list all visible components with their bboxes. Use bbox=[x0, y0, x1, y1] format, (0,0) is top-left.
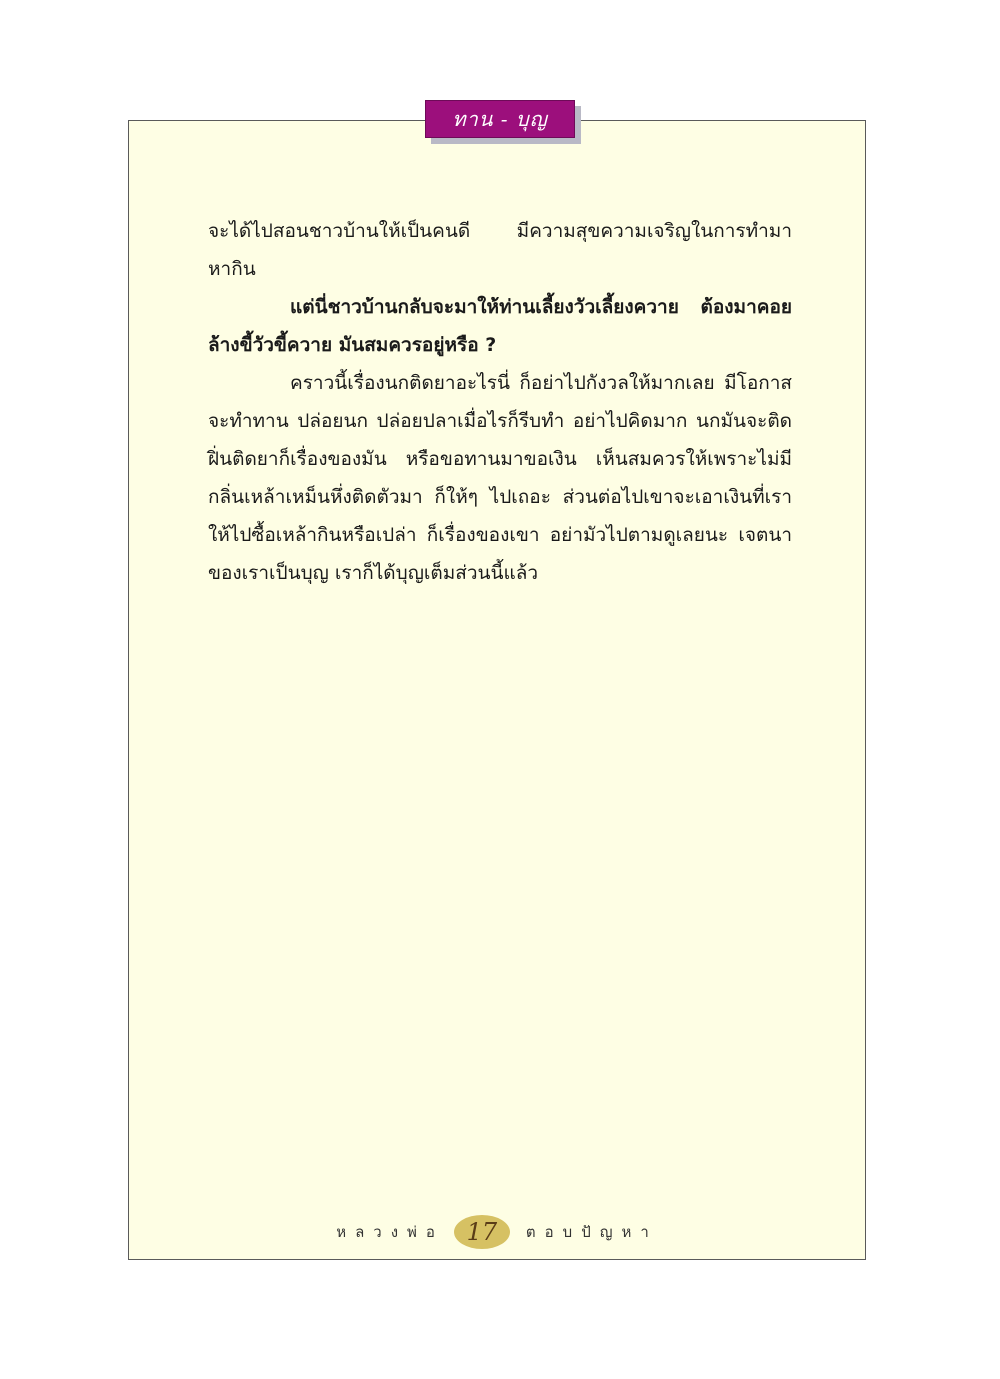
footer-book-title-right: ตอบปัญหา bbox=[525, 1223, 658, 1241]
page-footer bbox=[128, 1212, 866, 1252]
page-number: 17 bbox=[466, 1218, 498, 1246]
footer-book-title-left: หลวงพ่อ bbox=[336, 1223, 444, 1241]
section-tab: ทาน - บุญ bbox=[425, 100, 575, 138]
paragraph-2-question: แต่นี่ชาวบ้านกลับจะมาให้ท่านเลี้ยงวัวเลี้ยงควาย ต้องมาคอยล้างขี้วัวขี้ควาย มันสมควรอยู่หรือ ? bbox=[208, 296, 792, 356]
paragraph-3: คราวนี้เรื่องนกติดยาอะไรนี่ ก็อย่าไปกังวลให้มากเลย มีโอกาสจะทำทาน ปล่อยนก ปล่อยปลาเมื่อไรก็รีบทำ อย่าไปคิดมาก นกมันจะติดฝิ่นติดยาก็เรื่องของมัน หรือขอทานมาขอเงิน เห็นสมควรให้เพราะไม่มีกลิ่นเหล้าเหม็นหึ่งติดตัวมา ก็ให้ๆ ไปเถอะ ส่วนต่อไปเขาจะเอาเงินที่เราให้ไปซื้อเหล้ากินหรือเปล่า ก็เรื่องของเขา อย่ามัวไปตามดูเลยนะ เจตนาของเราเป็นบุญ เราก็ได้บุญเต็มส่วนนี้แล้ว bbox=[208, 372, 792, 584]
paragraph-1: จะได้ไปสอนชาวบ้านให้เป็นคนดี มีความสุขความเจริญในการทำมาหากิน bbox=[208, 220, 792, 280]
page-number-badge bbox=[454, 1215, 510, 1249]
body-text bbox=[208, 212, 792, 592]
